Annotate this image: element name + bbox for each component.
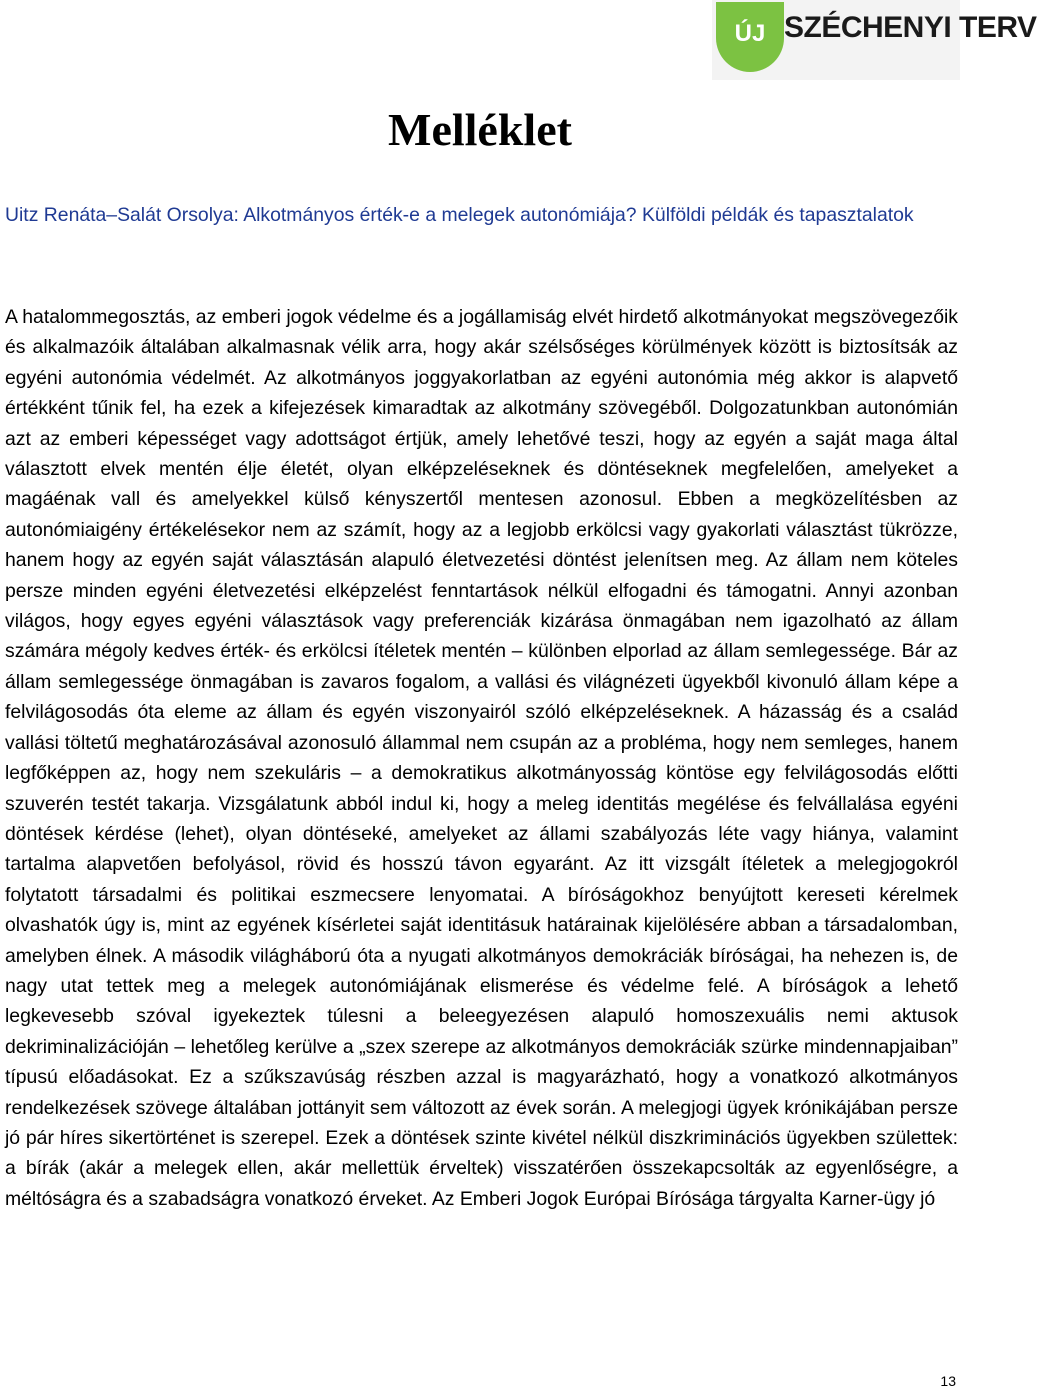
szechenyi-terv-logo xyxy=(712,0,1037,80)
page-number: 13 xyxy=(940,1373,956,1389)
logo-badge-text: ÚJ xyxy=(734,20,766,47)
document-title: Melléklet xyxy=(388,104,572,155)
body-paragraph: A hatalommegosztás, az emberi jogok védelme és a jogállamiság elvét hirdető alkotmányokat megszövegezőik és alkalmazóik általában alkalmasnak vélik arra, hogy akár szélsőséges körülmények között is biztosítsák az egyéni autonómia védelmét. Az alkotmányos joggyakorlatban az egyéni autonómia még akkor is alapvető értékként tűnik fel, ha ezek a kifejezések kimaradtak az alkotmány szövegéből. Dolgozatunkban autonómián azt az emberi képességet vagy adottságot értjük, amely lehetővé teszi, hogy az egyén a saját maga által választott elvek mentén élje életét, olyan elképzeléseknek és döntéseknek megfelelően, amelyeket a magáénak vall és amelyekkel külső kényszertől mentesen azonosul. Ebben a megközelítésben az autonómiaigény értékelésekor nem az számít, hogy az a legjobb erkölcsi vagy gyakorlati választást tükrözze, hanem hogy az egyén saját választásán alapuló életvezetési döntést jelenítsen meg. Az állam nem köteles persze minden egyéni életvezetési elképzelést fenntartások nélkül elfogadni és támogatni. Annyi azonban világos, hogy egyes egyéni választások vagy preferenciák kizárása önmagában nem igazolható az állam számára mégoly kedves érték- és erkölcsi ítéletek mentén – különben elporlad az állam semlegessége. Bár az állam semlegessége önmagában is zavaros fogalom, a vallási és világnézeti ügyekből kivonuló állam képe a felvilágosodás óta eleme az állam és egyén viszonyairól szóló elképzeléseknek. A házasság és a család vallási töltetű meghatározásával azonosuló állammal nem csupán az a probléma, hogy nem semleges, hanem legfőképpen az, hogy nem szekuláris – a demokratikus alkotmányosság köntöse egy felvilágosodás előtti szuverén testét takarja. Vizsgálatunk abból indul ki, hogy a meleg identitás megélése és felvállalása egyéni döntések kérdése (lehet), olyan döntéseké, amelyeket az állami szabályozás léte vagy hiánya, valamint tartalma alapvetően befolyásol, rövid és hosszú távon egyaránt. Az itt vizsgált ítéletek a melegjogokról folytatott társadalmi és politikai eszmecsere lenyomatai. A bíróságokhoz benyújtott kereseti kérelmek olvashatók úgy is, mint az egyének kísérletei saját identitásuk határainak kijelölésére abban a társadalomban, amelyben élnek. A második világháború óta a nyugati alkotmányos demokráciák bíróságai, ha nehezen is, de nagy utat tettek meg a melegek autonómiájának elismerése és védelme felé. A bíróságok a lehető legkevesebb szóval igyekeztek túlesni a beleegyezésen alapuló homoszexuális nemi aktusok dekriminalizációján – lehetőleg kerülve a „szex szerepe az alkotmányos demokráciák szürke mindennapjaiban” típusú előadásokat. Ez a szűkszavúság részben azzal is magyarázható, hogy a vonatkozó alkotmányos rendelkezések szövege általában jottányit sem változott az évek során. A melegjogi ügyek krónikájában persze jó pár híres sikertörténet is szerepel. Ezek a döntések szinte kivétel nélkül diszkriminációs ügyekben születtek: a bírák (akár a melegek ellen, akár mellettük érveltek) visszatérően összekapcsolták az egyenlőségre, a méltóságra és a szabadságra vonatkozó érveket. Az Emberi Jogok Európai Bírósága tárgyalta Karner-ügy jó xyxy=(5,306,958,1210)
document-subtitle: Uitz Renáta–Salát Orsolya: Alkotmányos érték-e a melegek autonómiája? Külföldi példák és tapasztalatok xyxy=(5,204,914,226)
logo-text: SZÉCHENYI TERV xyxy=(784,11,1037,44)
uj-badge-icon xyxy=(716,2,784,72)
